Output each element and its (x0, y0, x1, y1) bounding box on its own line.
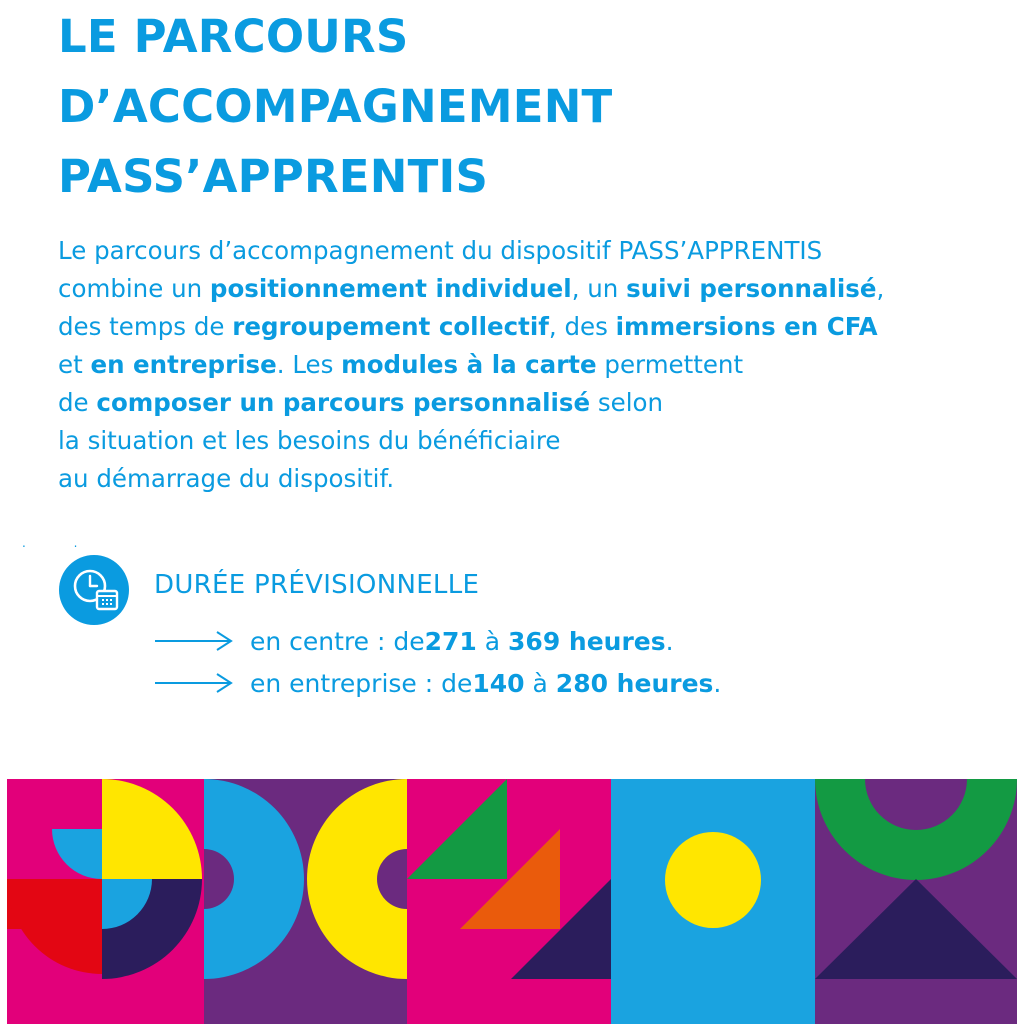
panel-3-shapes (407, 779, 611, 1024)
intro-line: et en entreprise. Les modules à la carte permettent (58, 350, 744, 379)
highlight-suivi: suivi personnalisé (626, 274, 877, 303)
title-line-1: LE PARCOURS (58, 10, 409, 63)
panel-2-shapes (204, 779, 407, 1024)
duree-entreprise-a: à (524, 668, 556, 698)
panel-5-shapes (815, 779, 1017, 1024)
clock-calendar-icon (59, 555, 129, 625)
highlight-regroupement: regroupement collectif (232, 312, 549, 341)
long-arrow-right-icon (155, 629, 233, 653)
intro-line: Le parcours d’accompagnement du dispositif PASS’APPRENTIS (58, 236, 823, 265)
long-arrow-right-icon (155, 671, 233, 695)
duree-entreprise-to: 280 heures (555, 668, 714, 698)
duree-centre-label: en centre : de (250, 626, 425, 656)
title-line-3: PASS’APPRENTIS (58, 150, 489, 203)
duree-entreprise-row (155, 663, 721, 703)
intro-line: combine un positionnement individuel, un suivi personnalisé, (58, 274, 885, 303)
title-line-2: D’ACCOMPAGNEMENT (58, 80, 613, 133)
decorative-geometric-band (7, 779, 1017, 1024)
intro-line: de composer un parcours personnalisé selon (58, 388, 664, 417)
panel-4-shapes (611, 779, 815, 1024)
duree-centre-from: 271 (424, 626, 477, 656)
intro-line: des temps de regroupement collectif, des immersions en CFA (58, 312, 878, 341)
highlight-positionnement: positionnement individuel (209, 274, 572, 303)
duree-centre-end: . (665, 626, 674, 656)
duree-entreprise-end: . (713, 668, 722, 698)
duree-entreprise-from: 140 (472, 668, 525, 698)
stray-marks: . . (22, 536, 100, 550)
duree-centre-row (155, 621, 674, 661)
intro-line: la situation et les besoins du bénéficiaire (58, 426, 561, 455)
duree-centre-a: à (476, 626, 509, 656)
intro-paragraph (58, 232, 998, 498)
highlight-entreprise: en entreprise (90, 350, 277, 379)
page-title (58, 2, 612, 212)
panel-1-shapes (7, 779, 204, 1024)
duree-heading: DURÉE PRÉVISIONNELLE (154, 570, 480, 600)
highlight-modules: modules à la carte (341, 350, 597, 379)
highlight-immersions: immersions en CFA (615, 312, 878, 341)
duree-centre-to: 369 heures (508, 626, 666, 656)
duree-entreprise-label: en entreprise : de (250, 668, 473, 698)
highlight-composer: composer un parcours personnalisé (96, 388, 591, 417)
intro-line: au démarrage du dispositif. (58, 464, 395, 493)
